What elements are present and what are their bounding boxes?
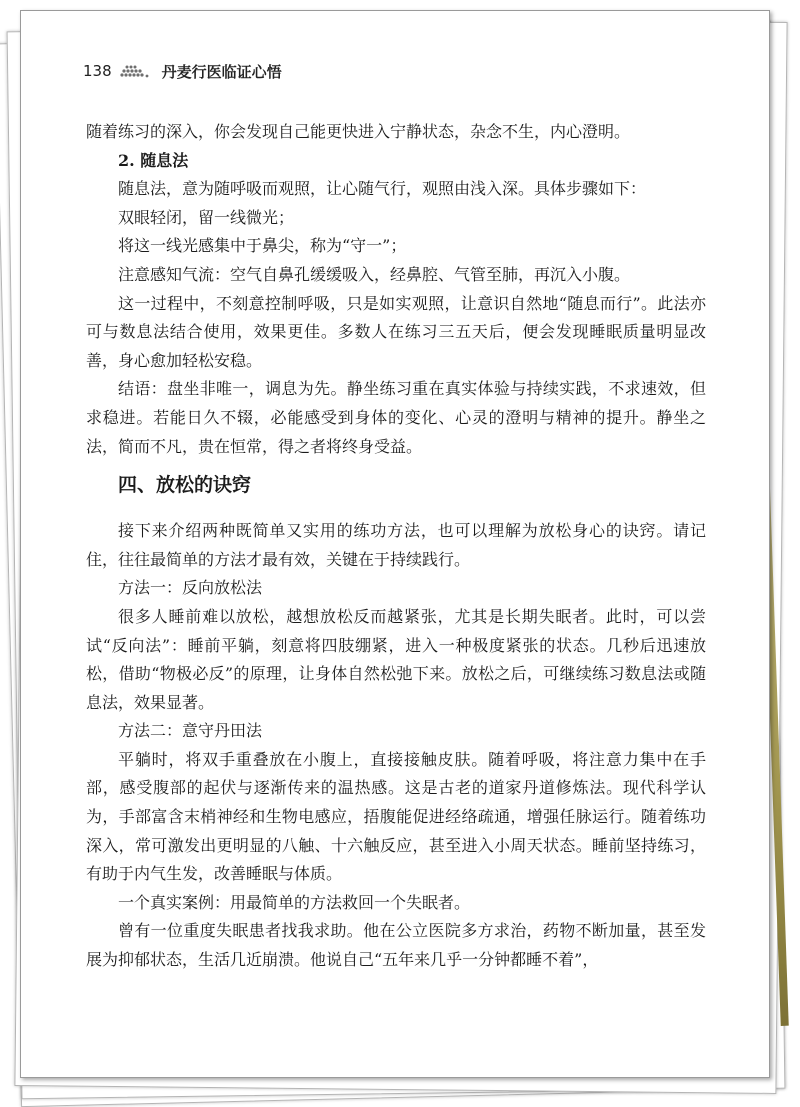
subheading-breath-following: 2. 随息法 bbox=[118, 150, 189, 170]
running-head bbox=[83, 59, 282, 83]
dots-ornament-icon bbox=[118, 63, 152, 79]
page-number: 138 bbox=[83, 62, 112, 80]
paragraph-5: 注意感知气流：空气自鼻孔缓缓吸入，经鼻腔、气管至肺，再沉入小腹。 bbox=[118, 264, 631, 284]
paragraph-7: 结语：盘坐非唯一，调息为先。静坐练习重在真实体验与持续实践，不求速效，但求稳进。若能日久不辍，必能感受到身体的变化、心灵的澄明与精神的提升。静坐之法，简而不凡，贵在恒常，得之者将终身受益。 bbox=[86, 379, 706, 456]
paragraph-8: 接下来介绍两种既简单又实用的练功方法，也可以理解为放松身心的诀窍。请记住，往往最简单的方法才最有效，关键在于持续践行。 bbox=[86, 521, 706, 569]
section-heading-relaxation: 四、放松的诀窍 bbox=[118, 474, 252, 497]
method-one-label: 方法一：反向放松法 bbox=[118, 578, 263, 598]
method-two-label: 方法二：意守丹田法 bbox=[118, 721, 263, 741]
paragraph-4: 将这一线光感集中于鼻尖，称为“守一”； bbox=[118, 236, 407, 256]
page-body bbox=[86, 118, 706, 975]
paragraph-1: 随着练习的深入，你会发现自己能更快进入宁静状态，杂念不生，内心澄明。 bbox=[86, 122, 631, 141]
paragraph-12: 平躺时，将双手重叠放在小腹上，直接接触皮肤。随着呼吸，将注意力集中在手部，感受腹部的起伏与逐渐传来的温热感。这是古老的道家丹道修炼法。现代科学认为，手部富含末梢神经和生物电感应，捂腹能促进经络疏通，增强任脉运行。随着练功深入，常可激发出更明显的八触、十六触反应，甚至进入小周天状态。睡前坚持练习，有助于内气生发，改善睡眠与体质。 bbox=[86, 749, 706, 884]
book-page bbox=[20, 10, 770, 1078]
book-title: 丹麦行医临证心悟 bbox=[161, 62, 282, 81]
paragraph-3: 双眼轻闭，留一线微光； bbox=[118, 207, 295, 227]
paragraph-2: 随息法，意为随呼吸而观照，让心随气行，观照由浅入深。具体步骤如下： bbox=[118, 179, 647, 199]
paragraph-13: 一个真实案例：用最简单的方法救回一个失眠者。 bbox=[118, 892, 471, 912]
paragraph-6: 这一过程中，不刻意控制呼吸，只是如实观照，让意识自然地“随息而行”。此法亦可与数息法结合使用，效果更佳。多数人在练习三五天后，便会发现睡眠质量明显改善，身心愈加轻松安稳。 bbox=[86, 293, 706, 370]
paragraph-10: 很多人睡前难以放松，越想放松反而越紧张，尤其是长期失眠者。此时，可以尝试“反向法”：睡前平躺，刻意将四肢绷紧，进入一种极度紧张的状态。几秒后迅速放松，借助“物极必反”的原理，让身体自然松弛下来。放松之后，可继续练习数息法或随息法，效果显著。 bbox=[86, 606, 706, 712]
paragraph-14: 曾有一位重度失眠患者找我求助。他在公立医院多方求治，药物不断加量，甚至发展为抑郁状态，生活几近崩溃。他说自己“五年来几乎一分钟都睡不着”， bbox=[86, 921, 706, 970]
